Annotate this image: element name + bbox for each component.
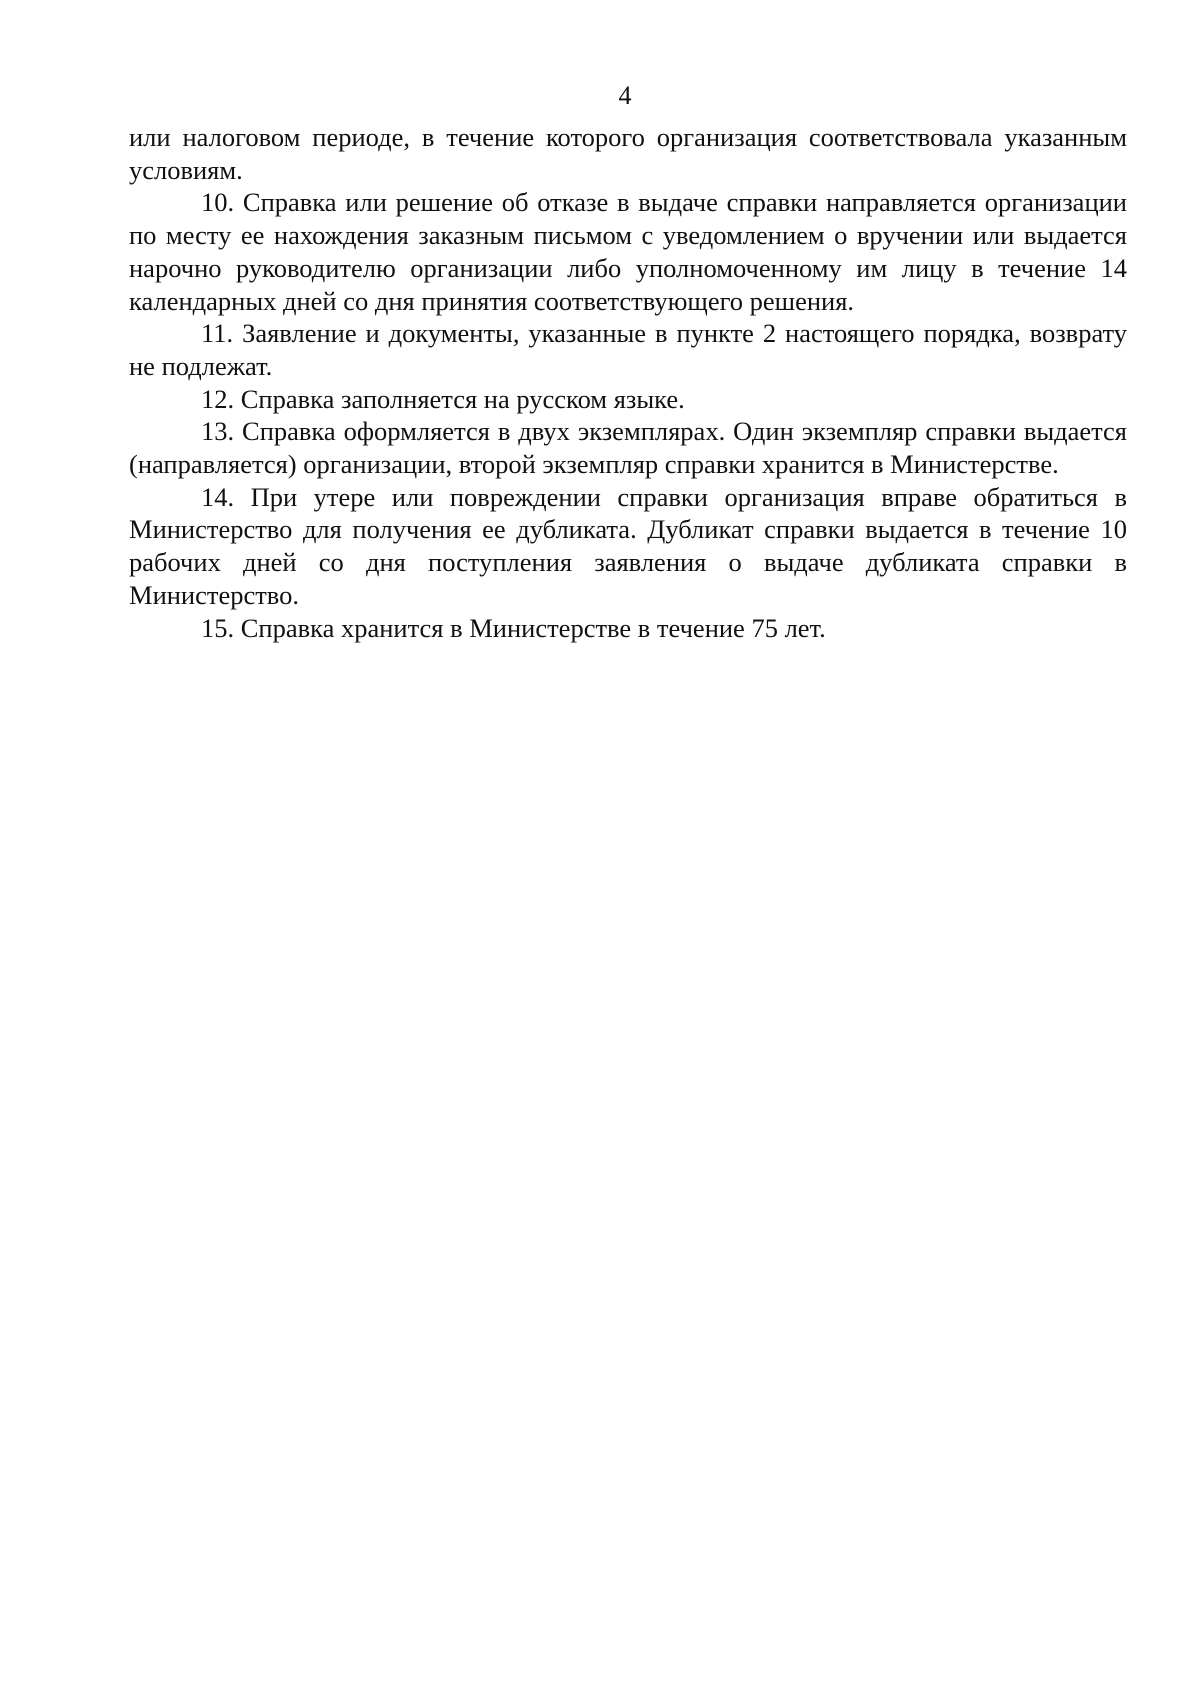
paragraph-continuation: или налоговом периоде, в течение которого организация соответствовала указанным условиям. [129,122,1127,185]
paragraph-14: 14. При утере или повреждении справки организация вправе обратиться в Министерство для получения ее дубликата. Дубликат справки выдается в течение 10 рабочих дней со дня поступления заявления о выдаче дубликата справки в Министерство. [129,481,1127,610]
paragraph-12: 12. Справка заполняется на русском языке. [201,383,685,414]
page-number: 4 [618,81,632,110]
document-body [129,121,1127,644]
paragraph-13: 13. Справка оформляется в двух экземплярах. Один экземпляр справки выдается (направляется) организации, второй экземпляр справки хранится в Министерстве. [129,416,1127,480]
paragraph-15: 15. Справка хранится в Министерстве в течение 75 лет. [201,612,826,643]
paragraph-10: 10. Справка или решение об отказе в выдаче справки направляется организации по месту ее нахождения заказным письмом с уведомлением о вручении или выдается нарочно руководителю организации либо уполномоченному им лицу в течение 14 календарных дней со дня принятия соответствующего решения. [129,187,1127,316]
paragraph-11: 11. Заявление и документы, указанные в пункте 2 настоящего порядка, возврату не подлежат. [129,318,1127,381]
